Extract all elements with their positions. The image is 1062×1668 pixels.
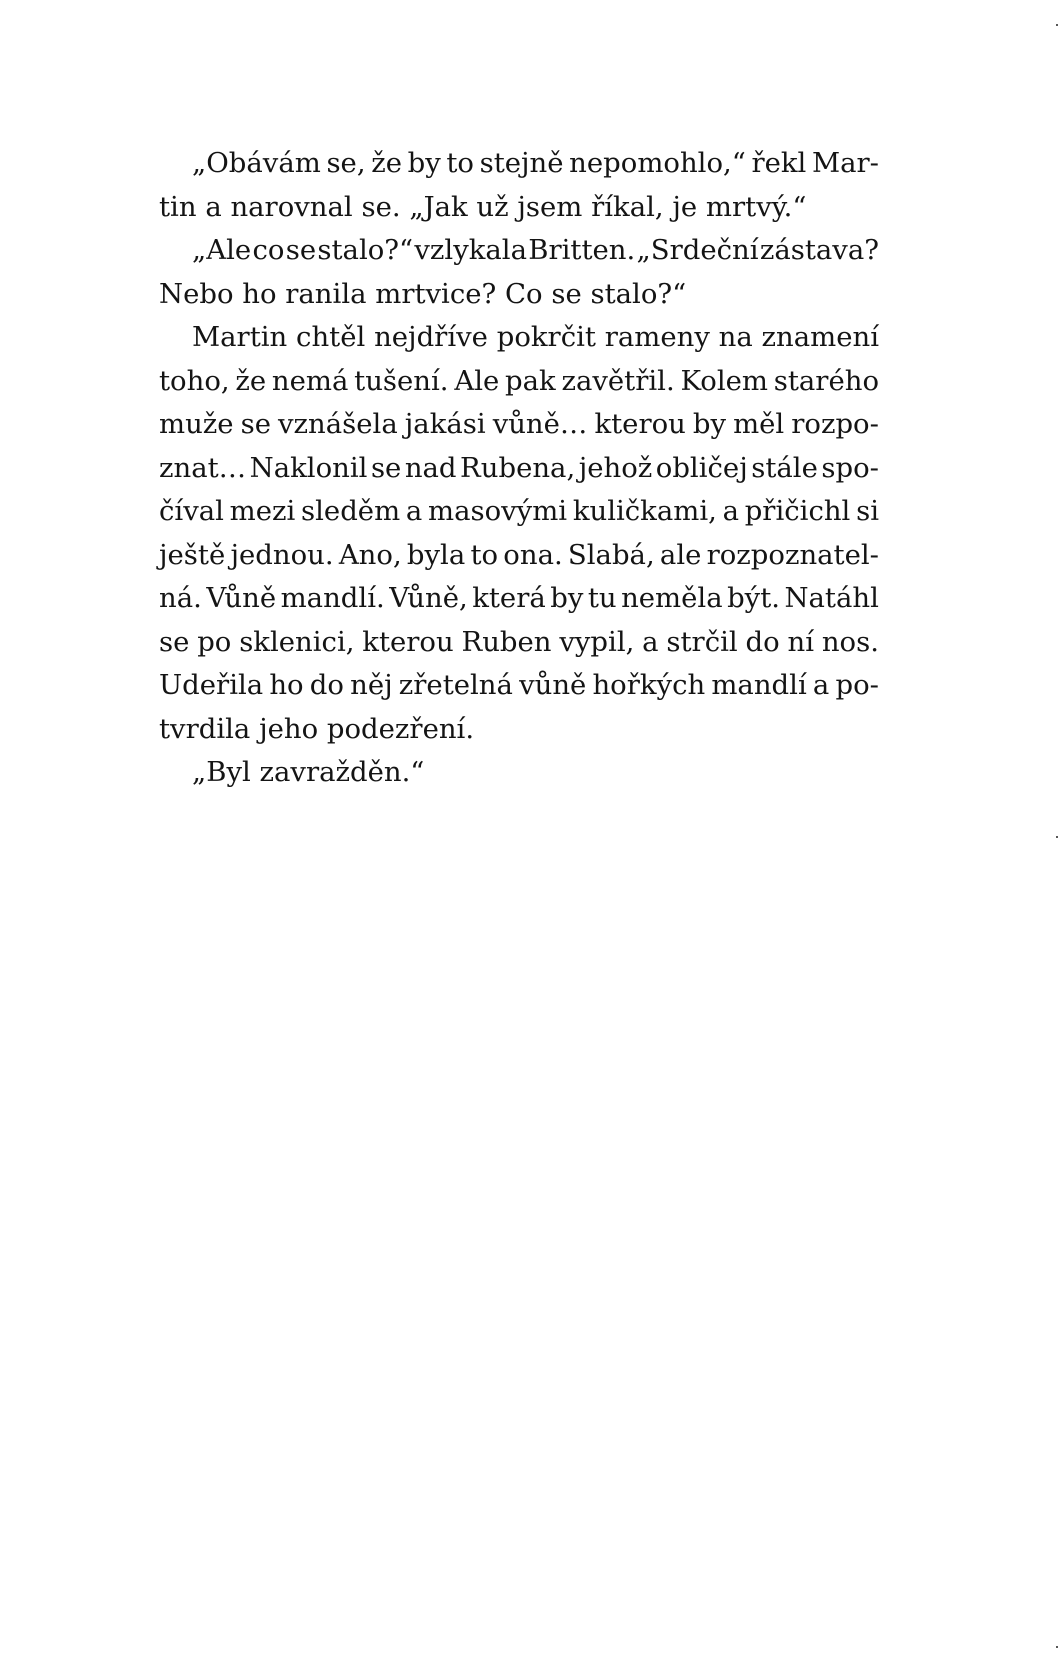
word: nos. — [821, 625, 879, 658]
word: stalo?“ — [590, 277, 687, 310]
word: „Byl — [192, 756, 260, 788]
word: mrtvice? — [375, 277, 506, 310]
word: Ano, — [338, 538, 402, 571]
word: muže — [159, 408, 234, 440]
word: říkal, — [591, 190, 673, 223]
word: „Srdeční — [636, 234, 759, 266]
word: a — [205, 190, 231, 223]
word: Nebo — [159, 277, 243, 310]
word: nepomohlo,“ — [569, 147, 746, 179]
word: znat… — [159, 451, 247, 484]
text-line — [159, 229, 879, 273]
word: stejně — [479, 147, 564, 179]
word: si — [856, 495, 879, 527]
word: mrtvý.“ — [705, 190, 807, 223]
text-line — [159, 751, 879, 795]
word: pak — [505, 364, 556, 397]
word: vzlykala — [414, 234, 527, 266]
text-line — [159, 490, 879, 534]
text-line — [159, 273, 879, 317]
word: Co — [505, 277, 552, 310]
word: „Obávám — [192, 147, 321, 179]
word: se, — [326, 147, 366, 179]
word: Slabá, — [567, 538, 655, 571]
word: zástava? — [759, 234, 879, 266]
word: a — [722, 495, 739, 527]
word: rozpo- — [791, 408, 879, 440]
word: vůně… — [492, 408, 588, 440]
word: nemá — [271, 364, 349, 397]
word: ho — [269, 669, 304, 701]
word: jehož — [578, 451, 653, 484]
word: se. — [361, 190, 410, 223]
word: sklenici, — [239, 625, 355, 658]
word: se — [370, 451, 402, 484]
word: kterou — [362, 625, 454, 658]
word: co — [252, 234, 285, 266]
word: rozpoznatel- — [706, 538, 879, 571]
text-line — [159, 708, 879, 752]
word: podezření. — [326, 712, 475, 745]
word: se — [551, 277, 591, 310]
word: „Jak — [409, 190, 477, 223]
word: kterou — [594, 408, 686, 440]
word: tu — [587, 582, 617, 614]
word: Mar- — [811, 147, 879, 179]
word: být. — [727, 582, 780, 614]
word: by — [550, 582, 584, 614]
word: Ruben — [461, 625, 552, 658]
word: zavražděn.“ — [259, 756, 425, 788]
word: to — [470, 538, 499, 571]
word: přičichl — [744, 495, 851, 527]
word: Vůně, — [389, 582, 468, 614]
word: pokrčit — [496, 321, 596, 353]
word: ní — [787, 625, 815, 658]
word: narovnal — [230, 190, 362, 223]
word: by — [407, 147, 441, 179]
word: jednou. — [230, 538, 334, 571]
word: mezi — [229, 495, 296, 527]
word: sleděm — [301, 495, 401, 527]
word: to — [446, 147, 474, 179]
word: kuličkami, — [572, 495, 717, 527]
word: po- — [835, 669, 879, 701]
word: masovými — [428, 495, 568, 527]
text-line — [159, 403, 879, 447]
text-line — [159, 142, 879, 186]
word: a — [405, 495, 423, 527]
word: na — [718, 321, 753, 353]
word: nejdříve — [374, 321, 488, 353]
word: starého — [773, 364, 879, 397]
text-line — [159, 534, 879, 578]
word: se — [285, 234, 317, 266]
word: stalo?“ — [317, 234, 414, 266]
word: chtěl — [296, 321, 366, 353]
word: ranila — [285, 277, 376, 310]
word: která — [472, 582, 546, 614]
word: jeho — [259, 712, 327, 745]
body-text — [159, 142, 879, 795]
word: mandlí. — [280, 582, 385, 614]
margin-mark — [1056, 24, 1058, 26]
word: tvrdila — [159, 712, 260, 745]
margin-mark — [1056, 836, 1058, 838]
word: Natáhl — [784, 582, 879, 614]
word: strčil — [666, 625, 738, 658]
word: Naklonil — [249, 451, 368, 484]
word: měl — [733, 408, 785, 440]
word: toho, — [159, 364, 230, 397]
word: vznášela — [278, 408, 398, 440]
word: obličej — [655, 451, 748, 484]
word: byla — [406, 538, 466, 571]
word: nad — [404, 451, 457, 484]
word: zavětřil. — [561, 364, 675, 397]
word: vůně — [519, 669, 587, 701]
word: Britten. — [528, 234, 636, 266]
word: Ale — [454, 364, 500, 397]
word: číval — [159, 495, 224, 527]
word: řekl — [751, 147, 807, 179]
word: Martin — [192, 321, 288, 353]
text-line — [159, 577, 879, 621]
word: tin — [159, 190, 206, 223]
word: vypil, — [559, 625, 635, 658]
word: a — [812, 669, 830, 701]
text-line — [159, 360, 879, 404]
word: po — [197, 625, 232, 658]
word: neměla — [621, 582, 723, 614]
word: tušení. — [354, 364, 449, 397]
word: jakási — [404, 408, 486, 440]
word: ona. — [503, 538, 563, 571]
word: Rubena, — [460, 451, 576, 484]
word: se — [159, 625, 190, 658]
word: už — [476, 190, 518, 223]
word: jsem — [517, 190, 592, 223]
text-line — [159, 621, 879, 665]
word: se — [240, 408, 271, 440]
word: ještě — [159, 538, 226, 571]
word: něj — [350, 669, 393, 701]
word: ná. — [159, 582, 202, 614]
word: Kolem — [680, 364, 768, 397]
text-line — [159, 447, 879, 491]
text-line — [159, 186, 879, 230]
word: „Ale — [192, 234, 252, 266]
word: Vůně — [206, 582, 277, 614]
word: ale — [659, 538, 702, 571]
text-line — [159, 664, 879, 708]
word: stále — [751, 451, 818, 484]
word: znamení — [761, 321, 879, 353]
word: mandlí — [711, 669, 807, 701]
word: spo- — [821, 451, 879, 484]
word: Udeřila — [159, 669, 264, 701]
text-line — [159, 316, 879, 360]
word: by — [692, 408, 727, 440]
word: do — [309, 669, 344, 701]
word: že — [235, 364, 267, 397]
word: ho — [242, 277, 286, 310]
margin-mark — [1056, 1646, 1058, 1648]
word: je — [672, 190, 706, 223]
word: a — [642, 625, 659, 658]
word: hořkých — [592, 669, 706, 701]
word: zřetelná — [398, 669, 513, 701]
word: že — [371, 147, 402, 179]
word: do — [745, 625, 780, 658]
word: rameny — [604, 321, 710, 353]
